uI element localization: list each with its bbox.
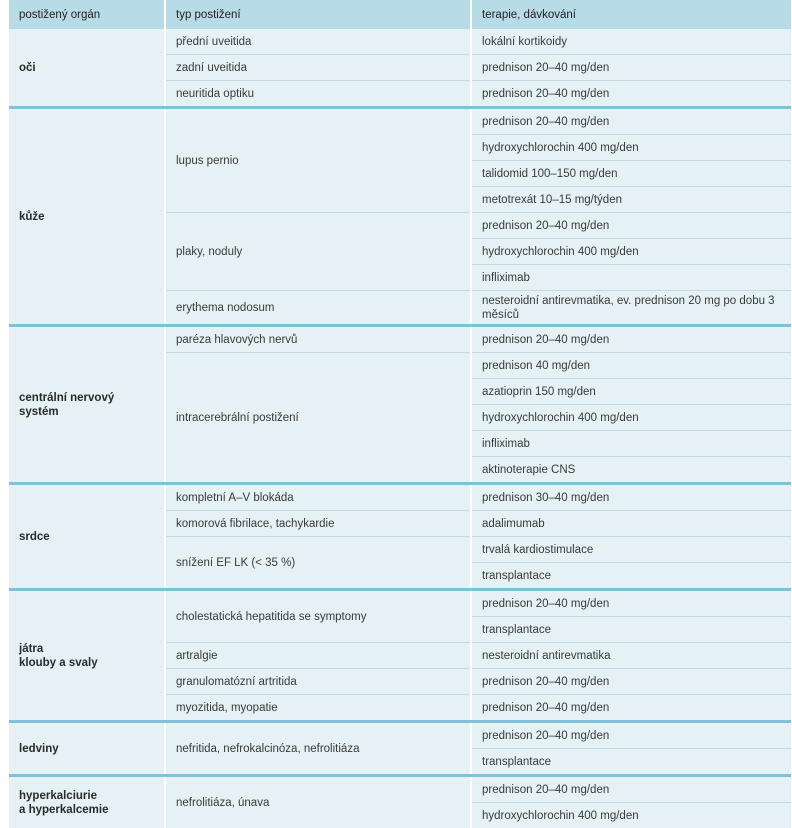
column-header-type: typ postižení bbox=[165, 0, 471, 29]
therapy-cell: infliximab bbox=[471, 431, 791, 457]
therapy-cell: prednison 30–40 mg/den bbox=[471, 484, 791, 511]
involvement-type-cell: lupus pernio bbox=[165, 108, 471, 213]
organ-cell bbox=[9, 590, 165, 722]
therapy-cell: transplantace bbox=[471, 563, 791, 590]
involvement-type-cell: artralgie bbox=[165, 643, 471, 669]
involvement-type-cell: erythema nodosum bbox=[165, 291, 471, 326]
therapy-cell: prednison 40 mg/den bbox=[471, 353, 791, 379]
organ-name: kůže bbox=[19, 210, 154, 224]
therapy-cell: nesteroidní antirevmatika bbox=[471, 643, 791, 669]
involvement-type-cell: zadní uveitida bbox=[165, 55, 471, 81]
organ-name: hyperkalciurie bbox=[19, 789, 154, 803]
therapy-cell: prednison 20–40 mg/den bbox=[471, 326, 791, 353]
therapy-cell: transplantace bbox=[471, 749, 791, 776]
involvement-type-cell: granulomatózní artritida bbox=[165, 669, 471, 695]
organ-cell bbox=[9, 722, 165, 776]
therapy-cell: prednison 20–40 mg/den bbox=[471, 776, 791, 803]
organ-name: srdce bbox=[19, 530, 154, 544]
therapy-cell: adalimumab bbox=[471, 511, 791, 537]
table-header bbox=[9, 0, 791, 29]
therapy-cell: prednison 20–40 mg/den bbox=[471, 108, 791, 135]
involvement-type-cell: nefrolitiáza, únava bbox=[165, 776, 471, 828]
therapy-cell: prednison 20–40 mg/den bbox=[471, 669, 791, 695]
therapy-cell: nesteroidní antirevmatika, ev. prednison 20 mg po dobu 3 měsíců bbox=[471, 291, 791, 326]
therapy-cell: transplantace bbox=[471, 617, 791, 643]
therapy-cell: prednison 20–40 mg/den bbox=[471, 590, 791, 617]
involvement-type-cell: intracerebrální postižení bbox=[165, 353, 471, 484]
therapy-cell: hydroxychlorochin 400 mg/den bbox=[471, 239, 791, 265]
table-row bbox=[9, 590, 791, 617]
involvement-type-cell: neuritida optiku bbox=[165, 81, 471, 108]
column-header-organ: postižený orgán bbox=[9, 0, 165, 29]
therapy-cell: hydroxychlorochin 400 mg/den bbox=[471, 803, 791, 828]
therapy-cell: infliximab bbox=[471, 265, 791, 291]
involvement-type-cell: snížení EF LK (< 35 %) bbox=[165, 537, 471, 590]
therapy-cell: hydroxychlorochin 400 mg/den bbox=[471, 135, 791, 161]
organ-cell bbox=[9, 484, 165, 590]
table-row bbox=[9, 29, 791, 55]
organ-name: oči bbox=[19, 61, 154, 75]
table-row bbox=[9, 722, 791, 749]
table-row bbox=[9, 108, 791, 135]
therapy-cell: trvalá kardiostimulace bbox=[471, 537, 791, 563]
organ-name: centrální nervový systém bbox=[19, 391, 154, 419]
involvement-type-cell: myozitida, myopatie bbox=[165, 695, 471, 722]
organ-cell bbox=[9, 776, 165, 828]
therapy-cell: prednison 20–40 mg/den bbox=[471, 81, 791, 108]
table-row bbox=[9, 326, 791, 353]
organ-name: ledviny bbox=[19, 742, 154, 756]
therapy-cell: prednison 20–40 mg/den bbox=[471, 695, 791, 722]
therapy-cell: metotrexát 10–15 mg/týden bbox=[471, 187, 791, 213]
involvement-type-cell: cholestatická hepatitida se symptomy bbox=[165, 590, 471, 643]
involvement-type-cell: paréza hlavových nervů bbox=[165, 326, 471, 353]
organ-name: klouby a svaly bbox=[19, 656, 154, 670]
therapy-cell: prednison 20–40 mg/den bbox=[471, 55, 791, 81]
column-header-therapy: terapie, dávkování bbox=[471, 0, 791, 29]
therapy-cell: lokální kortikoidy bbox=[471, 29, 791, 55]
therapy-cell: talidomid 100–150 mg/den bbox=[471, 161, 791, 187]
organ-cell bbox=[9, 108, 165, 326]
table-body bbox=[9, 29, 791, 828]
table-row bbox=[9, 484, 791, 511]
organ-cell bbox=[9, 29, 165, 108]
organ-name: játra bbox=[19, 642, 154, 656]
involvement-type-cell: kompletní A–V blokáda bbox=[165, 484, 471, 511]
therapy-cell: aktinoterapie CNS bbox=[471, 457, 791, 484]
therapy-cell: hydroxychlorochin 400 mg/den bbox=[471, 405, 791, 431]
involvement-type-cell: nefritida, nefrokalcinóza, nefrolitiáza bbox=[165, 722, 471, 776]
therapy-cell: azatioprin 150 mg/den bbox=[471, 379, 791, 405]
table-row bbox=[9, 776, 791, 803]
involvement-type-cell: komorová fibrilace, tachykardie bbox=[165, 511, 471, 537]
involvement-type-cell: plaky, noduly bbox=[165, 213, 471, 291]
therapy-cell: prednison 20–40 mg/den bbox=[471, 722, 791, 749]
involvement-type-cell: přední uveitida bbox=[165, 29, 471, 55]
organ-name: a hyperkalcemie bbox=[19, 803, 154, 817]
therapy-cell: prednison 20–40 mg/den bbox=[471, 213, 791, 239]
sarcoidosis-therapy-table bbox=[9, 0, 791, 828]
organ-cell bbox=[9, 326, 165, 484]
